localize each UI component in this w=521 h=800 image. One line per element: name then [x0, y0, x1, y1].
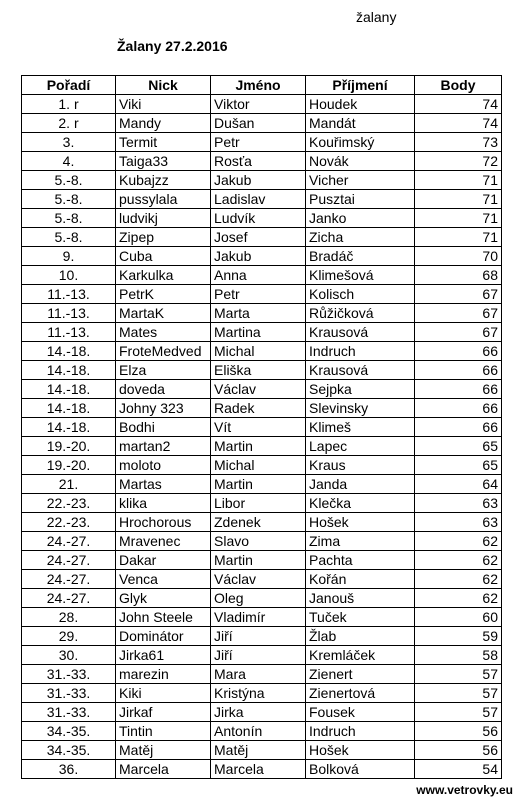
nick-cell: marezin — [116, 665, 211, 684]
first-name-cell: Josef — [211, 228, 306, 247]
nick-cell: Dakar — [116, 551, 211, 570]
last-name-cell: Indruch — [306, 722, 415, 741]
points-cell: 63 — [415, 494, 502, 513]
table-row — [22, 741, 502, 760]
table-row — [22, 304, 502, 323]
rank-cell: 11.-13. — [22, 304, 116, 323]
points-cell: 68 — [415, 266, 502, 285]
rank-cell: 36. — [22, 760, 116, 779]
points-cell: 70 — [415, 247, 502, 266]
rank-cell: 14.-18. — [22, 361, 116, 380]
last-name-cell: Klimeš — [306, 418, 415, 437]
rank-cell: 19.-20. — [22, 437, 116, 456]
first-name-cell: Oleg — [211, 589, 306, 608]
nick-cell: Martas — [116, 475, 211, 494]
nick-cell: Dominátor — [116, 627, 211, 646]
table-row — [22, 247, 502, 266]
points-cell: 57 — [415, 684, 502, 703]
rank-cell: 5.-8. — [22, 190, 116, 209]
table-row — [22, 399, 502, 418]
document-title: Žalany 27.2.2016 — [117, 38, 228, 54]
nick-cell: klika — [116, 494, 211, 513]
last-name-cell: Bradáč — [306, 247, 415, 266]
results-table — [21, 75, 502, 779]
nick-cell: ludvikj — [116, 209, 211, 228]
table-row — [22, 627, 502, 646]
last-name-cell: Kouřimský — [306, 133, 415, 152]
rank-cell: 24.-27. — [22, 570, 116, 589]
last-name-cell: Kořán — [306, 570, 415, 589]
points-cell: 66 — [415, 380, 502, 399]
nick-cell: Mandy — [116, 114, 211, 133]
table-row — [22, 228, 502, 247]
points-cell: 71 — [415, 209, 502, 228]
last-name-cell: Žlab — [306, 627, 415, 646]
points-cell: 62 — [415, 551, 502, 570]
nick-cell: John Steele — [116, 608, 211, 627]
column-header-points: Body — [415, 76, 502, 95]
first-name-cell: Antonín — [211, 722, 306, 741]
column-header-rank: Pořadí — [22, 76, 116, 95]
first-name-cell: Marcela — [211, 760, 306, 779]
points-cell: 65 — [415, 437, 502, 456]
nick-cell: Zipep — [116, 228, 211, 247]
rank-cell: 5.-8. — [22, 171, 116, 190]
first-name-cell: Václav — [211, 570, 306, 589]
table-row — [22, 513, 502, 532]
rank-cell: 24.-27. — [22, 532, 116, 551]
rank-cell: 10. — [22, 266, 116, 285]
first-name-cell: Zdenek — [211, 513, 306, 532]
table-row — [22, 323, 502, 342]
last-name-cell: Kremláček — [306, 646, 415, 665]
table-row — [22, 475, 502, 494]
points-cell: 67 — [415, 304, 502, 323]
nick-cell: MartaK — [116, 304, 211, 323]
table-row — [22, 209, 502, 228]
rank-cell: 14.-18. — [22, 380, 116, 399]
table-row — [22, 703, 502, 722]
rank-cell: 24.-27. — [22, 589, 116, 608]
points-cell: 73 — [415, 133, 502, 152]
table-row — [22, 684, 502, 703]
points-cell: 58 — [415, 646, 502, 665]
rank-cell: 31.-33. — [22, 703, 116, 722]
first-name-cell: Kristýna — [211, 684, 306, 703]
nick-cell: Elza — [116, 361, 211, 380]
nick-cell: Johny 323 — [116, 399, 211, 418]
first-name-cell: Ladislav — [211, 190, 306, 209]
table-row — [22, 190, 502, 209]
rank-cell: 28. — [22, 608, 116, 627]
nick-cell: Jirkaf — [116, 703, 211, 722]
first-name-cell: Václav — [211, 380, 306, 399]
last-name-cell: Kolisch — [306, 285, 415, 304]
first-name-cell: Mara — [211, 665, 306, 684]
rank-cell: 31.-33. — [22, 684, 116, 703]
table-row — [22, 171, 502, 190]
points-cell: 56 — [415, 741, 502, 760]
last-name-cell: Janouš — [306, 589, 415, 608]
nick-cell: Kiki — [116, 684, 211, 703]
nick-cell: Viki — [116, 95, 211, 114]
table-row — [22, 665, 502, 684]
first-name-cell: Martin — [211, 551, 306, 570]
nick-cell: Kubajzz — [116, 171, 211, 190]
first-name-cell: Matěj — [211, 741, 306, 760]
table-row — [22, 456, 502, 475]
first-name-cell: Vladimír — [211, 608, 306, 627]
rank-cell: 14.-18. — [22, 399, 116, 418]
first-name-cell: Martin — [211, 475, 306, 494]
last-name-cell: Zima — [306, 532, 415, 551]
points-cell: 71 — [415, 228, 502, 247]
first-name-cell: Ludvík — [211, 209, 306, 228]
table-row — [22, 760, 502, 779]
points-cell: 74 — [415, 114, 502, 133]
first-name-cell: Petr — [211, 133, 306, 152]
rank-cell: 34.-35. — [22, 722, 116, 741]
first-name-cell: Eliška — [211, 361, 306, 380]
last-name-cell: Klečka — [306, 494, 415, 513]
column-header-last-name: Příjmení — [306, 76, 415, 95]
last-name-cell: Zicha — [306, 228, 415, 247]
column-header-nick: Nick — [116, 76, 211, 95]
last-name-cell: Klimešová — [306, 266, 415, 285]
table-row — [22, 342, 502, 361]
last-name-cell: Novák — [306, 152, 415, 171]
rank-cell: 21. — [22, 475, 116, 494]
points-cell: 72 — [415, 152, 502, 171]
rank-cell: 3. — [22, 133, 116, 152]
nick-cell: pussylala — [116, 190, 211, 209]
last-name-cell: Hošek — [306, 513, 415, 532]
table-row — [22, 570, 502, 589]
nick-cell: Marcela — [116, 760, 211, 779]
nick-cell: Tintin — [116, 722, 211, 741]
table-row — [22, 589, 502, 608]
last-name-cell: Kraus — [306, 456, 415, 475]
table-row — [22, 266, 502, 285]
first-name-cell: Martina — [211, 323, 306, 342]
first-name-cell: Jirka — [211, 703, 306, 722]
nick-cell: Jirka61 — [116, 646, 211, 665]
rank-cell: 11.-13. — [22, 285, 116, 304]
points-cell: 63 — [415, 513, 502, 532]
first-name-cell: Petr — [211, 285, 306, 304]
points-cell: 62 — [415, 589, 502, 608]
points-cell: 60 — [415, 608, 502, 627]
rank-cell: 5.-8. — [22, 228, 116, 247]
last-name-cell: Janda — [306, 475, 415, 494]
first-name-cell: Michal — [211, 342, 306, 361]
points-cell: 66 — [415, 342, 502, 361]
nick-cell: Venca — [116, 570, 211, 589]
first-name-cell: Jakub — [211, 247, 306, 266]
footer-url: www.vetrovky.eu — [416, 783, 513, 797]
rank-cell: 11.-13. — [22, 323, 116, 342]
table-row — [22, 114, 502, 133]
nick-cell: martan2 — [116, 437, 211, 456]
location-label: žalany — [356, 9, 397, 25]
rank-cell: 29. — [22, 627, 116, 646]
last-name-cell: Hošek — [306, 741, 415, 760]
nick-cell: Bodhi — [116, 418, 211, 437]
last-name-cell: Bolková — [306, 760, 415, 779]
nick-cell: Glyk — [116, 589, 211, 608]
nick-cell: doveda — [116, 380, 211, 399]
first-name-cell: Marta — [211, 304, 306, 323]
points-cell: 54 — [415, 760, 502, 779]
table-row — [22, 95, 502, 114]
first-name-cell: Martin — [211, 437, 306, 456]
last-name-cell: Tuček — [306, 608, 415, 627]
table-row — [22, 551, 502, 570]
first-name-cell: Michal — [211, 456, 306, 475]
rank-cell: 24.-27. — [22, 551, 116, 570]
table-row — [22, 646, 502, 665]
rank-cell: 4. — [22, 152, 116, 171]
last-name-cell: Růžičková — [306, 304, 415, 323]
first-name-cell: Radek — [211, 399, 306, 418]
first-name-cell: Jakub — [211, 171, 306, 190]
points-cell: 57 — [415, 703, 502, 722]
points-cell: 62 — [415, 532, 502, 551]
nick-cell: Matěj — [116, 741, 211, 760]
nick-cell: FroteMedved — [116, 342, 211, 361]
points-cell: 71 — [415, 190, 502, 209]
points-cell: 67 — [415, 285, 502, 304]
table-row — [22, 494, 502, 513]
table-header-row — [22, 76, 502, 95]
rank-cell: 2. r — [22, 114, 116, 133]
nick-cell: Termit — [116, 133, 211, 152]
last-name-cell: Krausová — [306, 323, 415, 342]
points-cell: 64 — [415, 475, 502, 494]
rank-cell: 5.-8. — [22, 209, 116, 228]
table-row — [22, 532, 502, 551]
nick-cell: moloto — [116, 456, 211, 475]
rank-cell: 14.-18. — [22, 418, 116, 437]
points-cell: 65 — [415, 456, 502, 475]
nick-cell: Taiga33 — [116, 152, 211, 171]
nick-cell: Karkulka — [116, 266, 211, 285]
rank-cell: 31.-33. — [22, 665, 116, 684]
nick-cell: Mravenec — [116, 532, 211, 551]
nick-cell: Cuba — [116, 247, 211, 266]
first-name-cell: Jiří — [211, 627, 306, 646]
table-row — [22, 285, 502, 304]
rank-cell: 34.-35. — [22, 741, 116, 760]
nick-cell: Mates — [116, 323, 211, 342]
points-cell: 74 — [415, 95, 502, 114]
points-cell: 56 — [415, 722, 502, 741]
rank-cell: 1. r — [22, 95, 116, 114]
first-name-cell: Anna — [211, 266, 306, 285]
table-row — [22, 152, 502, 171]
nick-cell: PetrK — [116, 285, 211, 304]
first-name-cell: Libor — [211, 494, 306, 513]
points-cell: 66 — [415, 361, 502, 380]
points-cell: 71 — [415, 171, 502, 190]
points-cell: 62 — [415, 570, 502, 589]
last-name-cell: Zienert — [306, 665, 415, 684]
last-name-cell: Indruch — [306, 342, 415, 361]
rank-cell: 19.-20. — [22, 456, 116, 475]
first-name-cell: Rosťa — [211, 152, 306, 171]
last-name-cell: Fousek — [306, 703, 415, 722]
table-body — [22, 95, 502, 779]
last-name-cell: Houdek — [306, 95, 415, 114]
last-name-cell: Pusztai — [306, 190, 415, 209]
first-name-cell: Slavo — [211, 532, 306, 551]
last-name-cell: Krausová — [306, 361, 415, 380]
first-name-cell: Jiří — [211, 646, 306, 665]
rank-cell: 9. — [22, 247, 116, 266]
last-name-cell: Pachta — [306, 551, 415, 570]
table-row — [22, 608, 502, 627]
column-header-first-name: Jméno — [211, 76, 306, 95]
table-row — [22, 133, 502, 152]
last-name-cell: Vicher — [306, 171, 415, 190]
points-cell: 67 — [415, 323, 502, 342]
table-row — [22, 418, 502, 437]
last-name-cell: Janko — [306, 209, 415, 228]
last-name-cell: Zienertová — [306, 684, 415, 703]
rank-cell: 22.-23. — [22, 494, 116, 513]
nick-cell: Hrochorous — [116, 513, 211, 532]
rank-cell: 30. — [22, 646, 116, 665]
points-cell: 66 — [415, 418, 502, 437]
first-name-cell: Viktor — [211, 95, 306, 114]
last-name-cell: Sejpka — [306, 380, 415, 399]
last-name-cell: Slevinsky — [306, 399, 415, 418]
last-name-cell: Mandát — [306, 114, 415, 133]
first-name-cell: Vít — [211, 418, 306, 437]
points-cell: 57 — [415, 665, 502, 684]
first-name-cell: Dušan — [211, 114, 306, 133]
rank-cell: 14.-18. — [22, 342, 116, 361]
points-cell: 59 — [415, 627, 502, 646]
rank-cell: 22.-23. — [22, 513, 116, 532]
table-row — [22, 437, 502, 456]
table-row — [22, 380, 502, 399]
last-name-cell: Lapec — [306, 437, 415, 456]
points-cell: 66 — [415, 399, 502, 418]
table-row — [22, 722, 502, 741]
table-row — [22, 361, 502, 380]
